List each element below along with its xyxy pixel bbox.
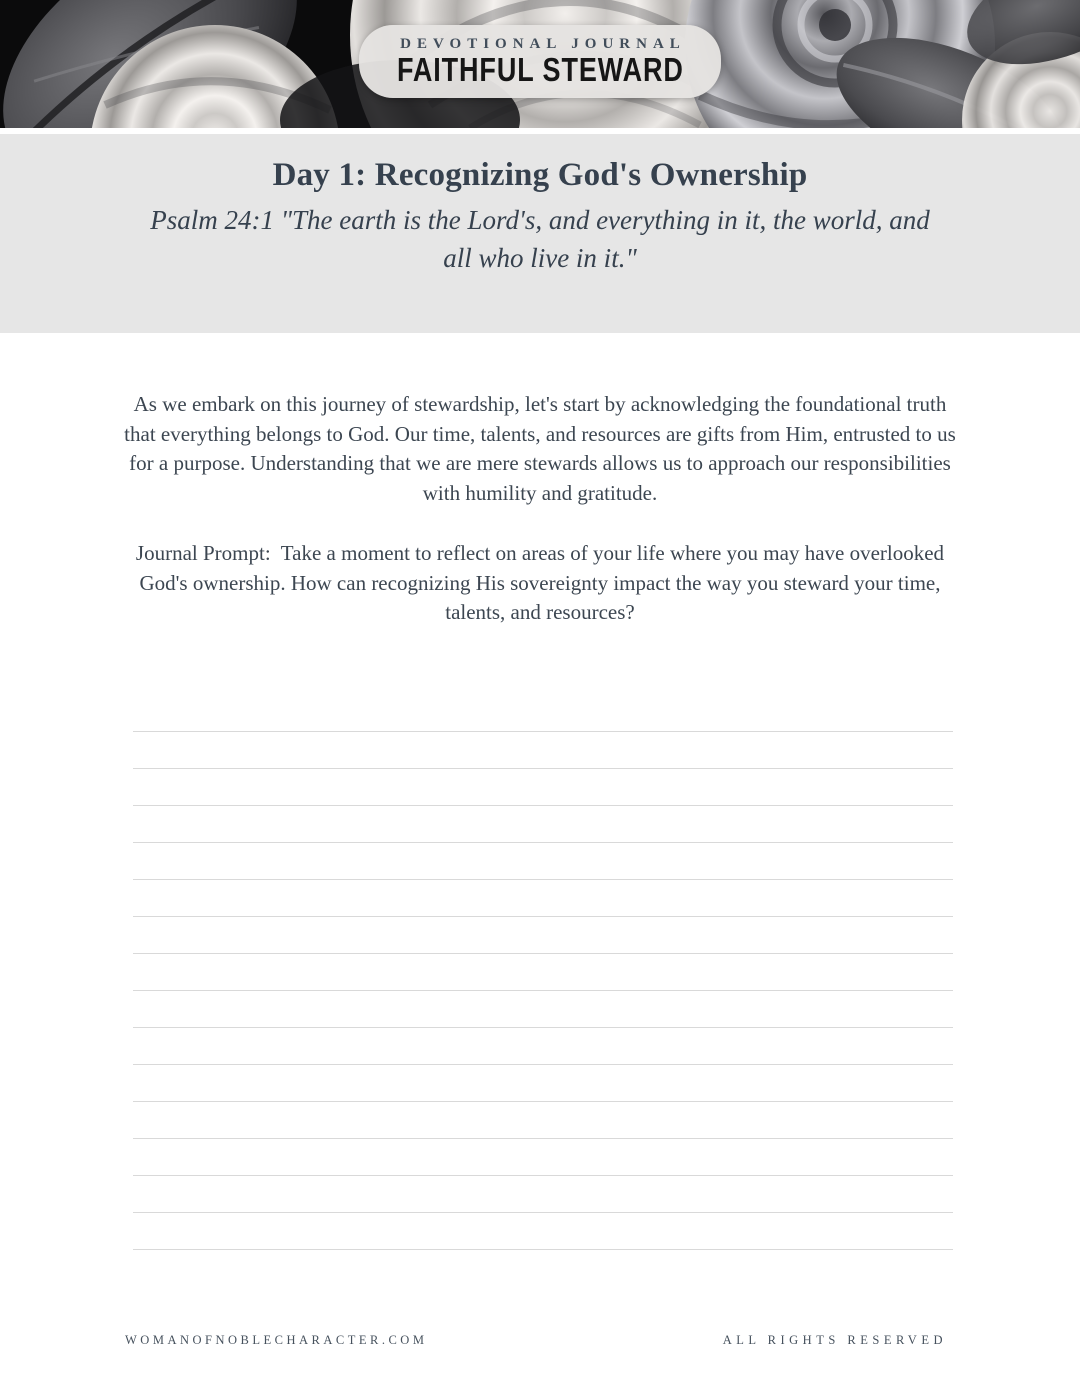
journal-line — [133, 843, 953, 880]
journal-line — [133, 1065, 953, 1102]
intro-paragraph: As we embark on this journey of stewardship, let's start by acknowledging the foundational truth that everything belongs to God. Our time, talents, and resources are gifts from Him, entrusted to us for a purpose. Understanding that we are mere stewards allows us to approach our responsibilities with humility and gratitude. — [124, 392, 956, 505]
journal-line — [133, 1028, 953, 1065]
journal-line — [133, 806, 953, 843]
badge-title-label: FAITHFUL STEWARD — [396, 51, 684, 89]
body-content — [0, 390, 1080, 628]
scripture-verse: Psalm 24:1 "The earth is the Lord's, and everything in it, the world, and all who live in it." — [150, 205, 930, 273]
journal-line — [133, 1176, 953, 1213]
journal-lines — [133, 695, 953, 1250]
journal-prompt-paragraph: Journal Prompt: Take a moment to reflect on areas of your life where you may have overlooked God's ownership. How can recognizing His sovereignty impact the way you steward your time, talents, and resources? — [135, 541, 950, 624]
footer-website: WOMANOFNOBLECHARACTER.COM — [125, 1333, 428, 1347]
journal-line — [133, 1139, 953, 1176]
day-title: Day 1: Recognizing God's Ownership — [272, 157, 808, 193]
journal-line — [133, 991, 953, 1028]
journal-line — [133, 880, 953, 917]
journal-badge — [359, 25, 721, 98]
header-banner — [0, 0, 1080, 128]
journal-line — [133, 917, 953, 954]
journal-line — [133, 1102, 953, 1139]
footer-rights: ALL RIGHTS RESERVED — [722, 1333, 947, 1347]
journal-line — [133, 732, 953, 769]
badge-eyebrow-label: DEVOTIONAL JOURNAL — [400, 35, 686, 52]
journal-line — [133, 769, 953, 806]
journal-line — [133, 954, 953, 991]
title-band — [0, 134, 1080, 333]
footer — [0, 1333, 1080, 1348]
journal-line — [133, 695, 953, 732]
journal-line — [133, 1213, 953, 1250]
